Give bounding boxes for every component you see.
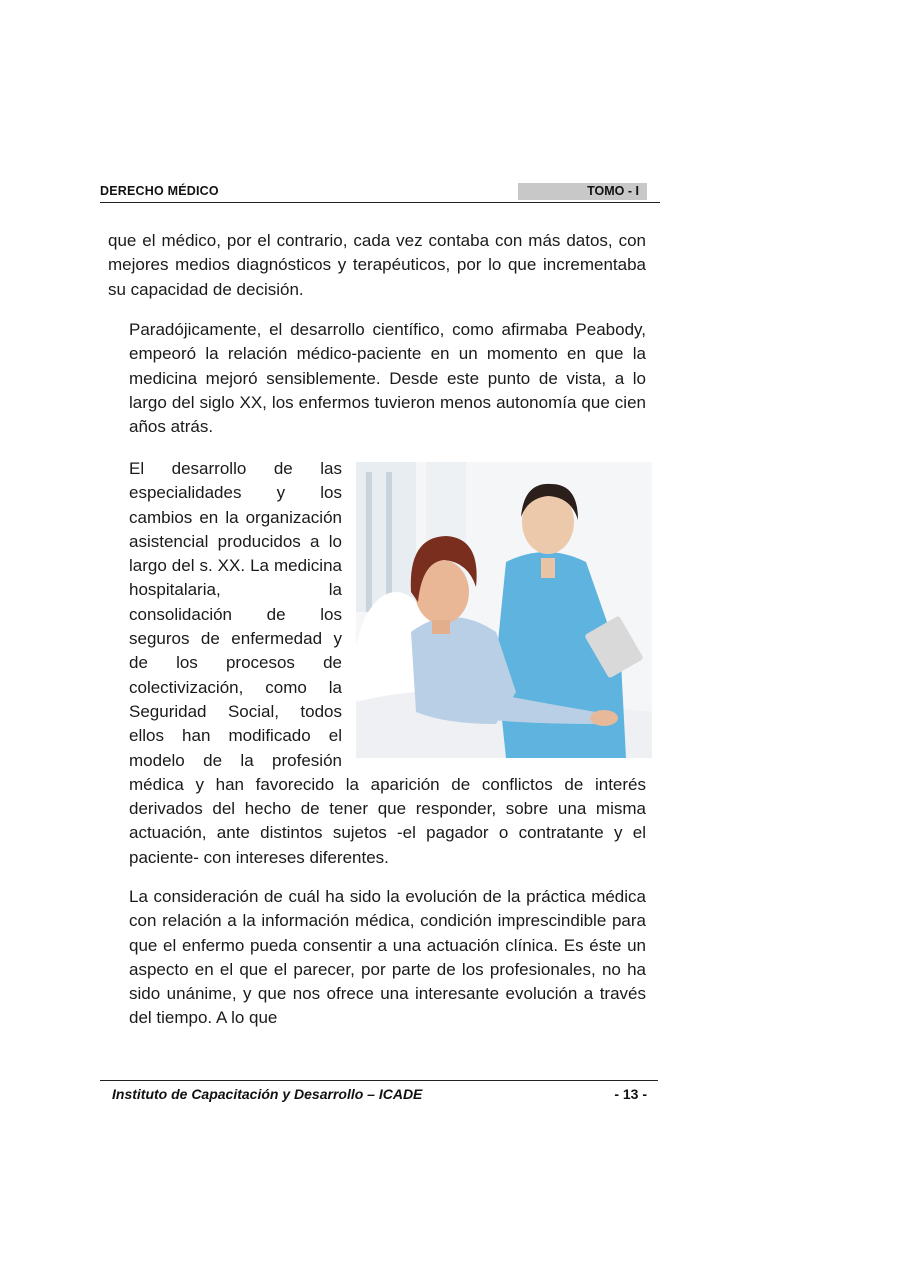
- paragraph-3-text: El desarrollo de las especialidades y los cambios en la organización asistencial producidos a lo largo del s. XX. La medicina hospitalaria, la consolidación de los seguros de enfermedad y de los procesos de colectivización, como la Seguridad Social, todos ellos han modificado el modelo de la profesión médica y han favorecido la aparición de conflictos de interés derivados del hecho de tener que responder, sobre una misma actuación, ante distintos sujetos -el pagador o contratante y el paciente- con intereses diferentes.: [129, 459, 646, 867]
- header-volume-badge: TOMO - I: [518, 183, 647, 200]
- paragraph-4: La consideración de cuál ha sido la evolución de la práctica médica con relación a la información médica, condición imprescindible para que el enfermo pueda consentir a una actuación clínica. Es éste un aspecto en el que el parecer, por parte de los profesionales, no ha sido unánime, y que nos ofrece una interesante evolución a través del tiempo. A lo que: [129, 887, 646, 1028]
- photo-nurse-and-patient: [356, 462, 652, 758]
- header-title: DERECHO MÉDICO: [100, 184, 219, 198]
- paragraph-3: [129, 457, 646, 870]
- header-divider: [100, 202, 660, 203]
- page-number: - 13 -: [614, 1086, 647, 1102]
- paragraph-2: Paradójicamente, el desarrollo científico, como afirmaba Peabody, empeoró la relación médico-paciente en un momento en que la medicina mejoró sensiblemente. Desde este punto de vista, a lo largo del siglo XX, los enfermos tuvieron menos autonomía que cien años atrás.: [129, 320, 646, 437]
- paragraph-1: que el médico, por el contrario, cada vez contaba con más datos, con mejores medios diagnósticos y terapéuticos, por lo que incrementaba su capacidad de decisión.: [108, 231, 646, 299]
- footer-divider: [100, 1080, 658, 1081]
- footer-institution: Instituto de Capacitación y Desarrollo – ICADE: [112, 1086, 423, 1102]
